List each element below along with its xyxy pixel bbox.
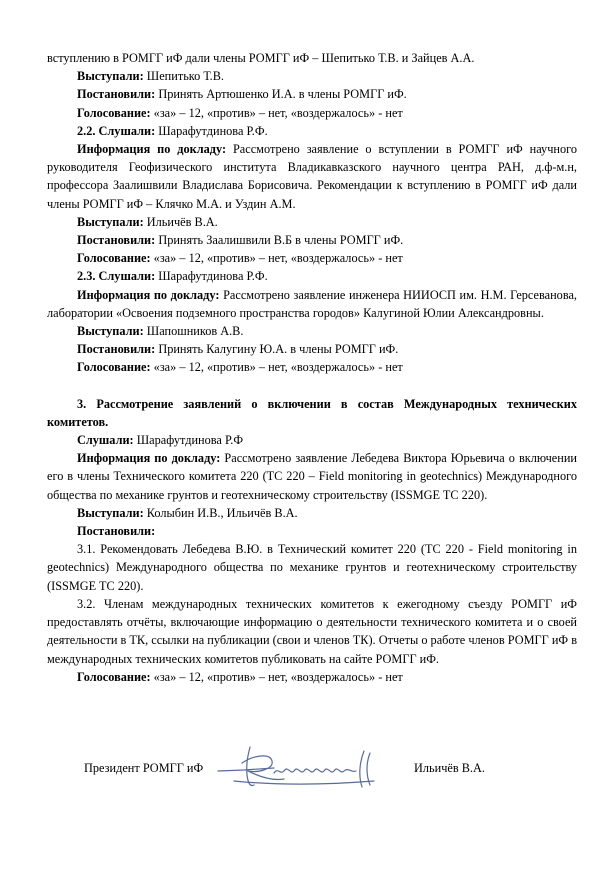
section-title: 3. Рассмотрение заявлений о включении в состав Международных технических комитетов. [47, 396, 577, 429]
blank-line [47, 377, 577, 395]
label: Постановили: [77, 342, 156, 357]
resolution-item: 3.2. Членам международных технических комитетов к ежегодному съезду РОМГГ иФ предоставлять отчёты, включающие информацию о деятельности технического комитета и о своей деятельности в ТК, ссылки на публикации (свои и членов ТК). Отчеты о работе членов РОМГГ иФ в международных технических комитетов публиковать на сайте РОМГГ иФ. [47, 596, 577, 666]
paragraph-continuation [47, 49, 577, 67]
spoke-line [47, 213, 577, 231]
decided-line [47, 85, 577, 103]
label: Выступали: [77, 69, 144, 84]
value: Ильичёв В.А. [143, 214, 218, 229]
label: 2.3. Слушали: [77, 269, 156, 284]
signatory-title: Президент РОМГГ иФ [84, 761, 204, 775]
label: Постановили: [77, 233, 156, 248]
info-paragraph [47, 449, 577, 504]
label: Голосование: [77, 669, 151, 684]
value: Шапошников А.В. [143, 324, 244, 339]
value: «за» – 12, «против» – нет, «воздержалось» - нет [150, 360, 403, 375]
label: Информация по докладу: [77, 287, 220, 302]
text: вступлению в РОМГГ иФ дали члены РОМГГ иФ – Шепитько Т.В. и Зайцев А.А. [47, 51, 475, 65]
label: Выступали: [77, 214, 144, 229]
value: Шарафутдинова Р.Ф [133, 433, 244, 448]
value: Шепитько Т.В. [143, 69, 225, 84]
label: Информация по докладу: [77, 451, 221, 466]
info-paragraph [47, 286, 577, 322]
label: Выступали: [77, 505, 144, 520]
value: «за» – 12, «против» – нет, «воздержалось» - нет [150, 105, 403, 120]
heard-line [47, 267, 577, 285]
vote-line [47, 668, 577, 686]
label: 2.2. Слушали: [77, 123, 156, 138]
value: Принять Артюшенко И.А. в члены РОМГГ иФ. [155, 87, 407, 102]
info-paragraph [47, 140, 577, 213]
value: Принять Заалишвили В.Б в члены РОМГГ иФ. [155, 233, 404, 248]
vote-line [47, 249, 577, 267]
heard-line [47, 122, 577, 140]
spoke-line [47, 504, 577, 522]
label: Голосование: [77, 360, 151, 375]
label: Голосование: [77, 105, 151, 120]
value: Шарафутдинова Р.Ф. [155, 269, 268, 284]
resolution-item: 3.1. Рекомендовать Лебедева В.Ю. в Технический комитет 220 (ТС 220 - Field monitoring in geotechnics) Международного общества по механике грунтов и геотехническому строительству (ISSMGE TC 220). [47, 542, 577, 593]
label: Выступали: [77, 324, 144, 339]
label: Голосование: [77, 251, 151, 266]
value: Колыбин И.В., Ильичёв В.А. [143, 505, 298, 520]
minutes-body [47, 49, 577, 686]
value: «за» – 12, «против» – нет, «воздержалось» - нет [150, 251, 403, 266]
value: Рассмотрено заявление инженера НИИОСП им. Н.М. Герсеванова, лаборатории «Освоения подземного пространства городов» Калугиной Юлии Александровны. [47, 287, 577, 320]
decided-line [47, 340, 577, 358]
signatory-name: Ильичёв В.А. [414, 761, 485, 775]
value: Рассмотрено заявление о вступлении в РОМГГ иФ научного руководителя Геофизического института Владикавказского научного центра РАН, д.ф-м.н, профессора Заалишвили Владислава Борисовича. Рекомендации к вступлению в РОМГГ иФ дали члены РОМГГ иФ – Клячко М.А. и Уздин А.М. [47, 142, 577, 211]
vote-line [47, 104, 577, 122]
decided-heading: Постановили: [77, 524, 156, 539]
value: «за» – 12, «против» – нет, «воздержалось» - нет [150, 669, 403, 684]
spoke-line [47, 322, 577, 340]
label: Постановили: [77, 87, 156, 102]
label: Информация по докладу: [77, 142, 227, 157]
value: Принять Калугину Ю.А. в члены РОМГГ иФ. [155, 342, 399, 357]
handwritten-signature [214, 741, 414, 793]
decided-line [47, 231, 577, 249]
vote-line [47, 358, 577, 376]
heard-line [47, 431, 577, 449]
spoke-line [47, 67, 577, 85]
value: Рассмотрено заявление Лебедева Виктора Юрьевича о включении его в члены Технического комитета 220 (ТС 220 – Field monitoring in geotechnics) Международного общества по механике грунтов и геотехническому строительству (ISSMGE TC 220). [47, 451, 577, 502]
label: Слушали: [77, 433, 134, 448]
value: Шарафутдинова Р.Ф. [155, 123, 268, 138]
signature-block [84, 755, 534, 795]
